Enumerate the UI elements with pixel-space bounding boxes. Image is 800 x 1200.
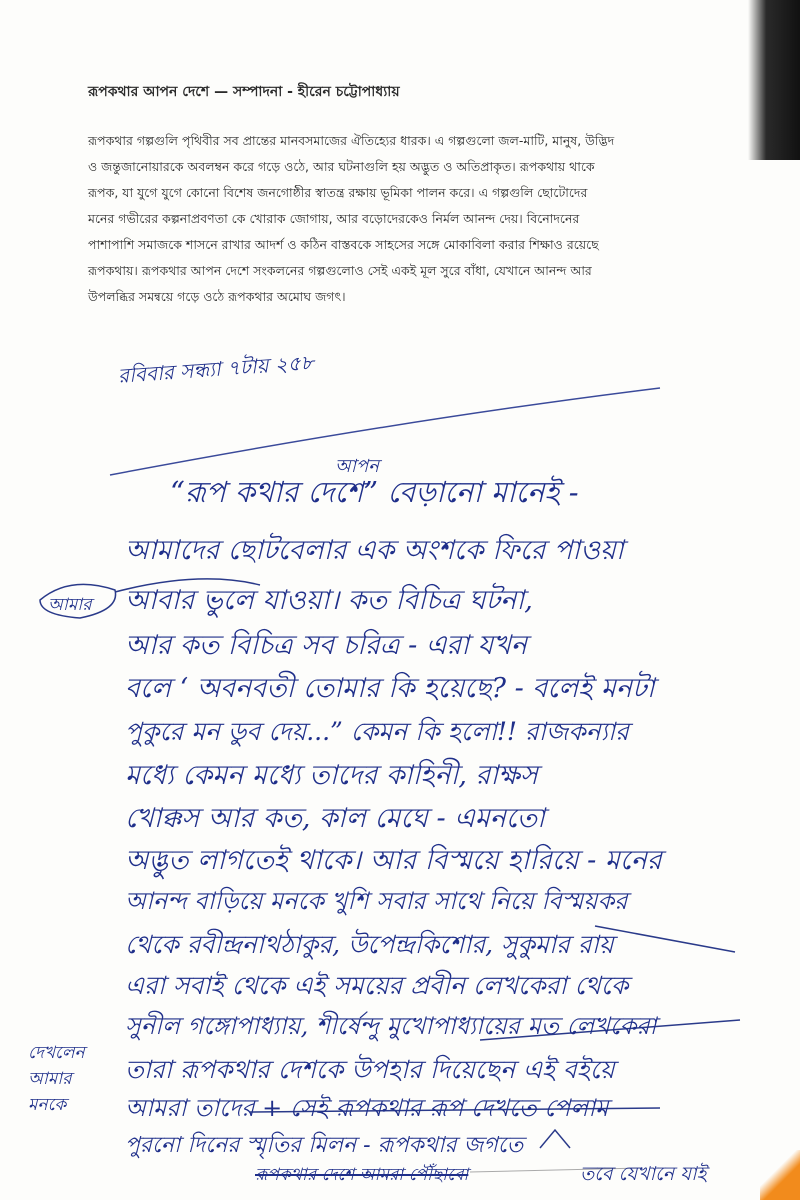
handwritten-line: তবে যেখানে যাই <box>580 1163 707 1185</box>
handwritten-annotation: রবিবার সন্ধ্যা ৭টায় ২৫৮ <box>117 350 315 388</box>
paragraph-line: ও জন্তুজানোয়ারকে অবলম্বন করে গড়ে ওঠে, আর ঘটনাগুলি হয় অদ্ভুত ও অতিপ্রাকৃত। রূপকথায় থাকে <box>88 159 595 174</box>
handwritten-line: তারা রূপকথার দেশকে উপহার দিয়েছেন এই বইয়ে <box>125 1055 615 1084</box>
handwritten-line: খোক্কস আর কত, কাল মেঘে - এমনতো <box>125 803 545 834</box>
handwritten-line: থেকে রবীন্দ্রনাথঠাকুর, উপেন্দ্রকিশোর, সুকুমার রায় <box>125 930 614 959</box>
paragraph-line: পাশাপাশি সমাজকে শাসনে রাখার আদর্শ ও কঠিন বাস্তবকে সাহসের সঙ্গে মোকাবিলা করার শিক্ষাও রয়েছে <box>88 237 599 252</box>
paragraph-line: উপলব্ধির সমন্বয়ে গড়ে ওঠে রূপকথার অমোঘ জগৎ। <box>88 289 346 304</box>
handwritten-line: সুনীল গঙ্গোপাধ্যায়, শীর্ষেন্দু মুখোপাধ্যায়ের মত লেখকেরা <box>125 1012 657 1040</box>
handwritten-line: অদ্ভুত লাগতেই থাকে। আর বিস্ময়ে হারিয়ে - মনের <box>125 845 662 876</box>
margin-note: আমার <box>48 595 92 615</box>
handwritten-line: আনন্দ বাড়িয়ে মনকে খুশি সবার সাথে নিয়ে বিস্ময়কর <box>125 887 628 915</box>
handwritten-line: “রূপ কথার দেশে” বেড়ানো মানেই - <box>170 475 579 509</box>
document-heading: রূপকথার আপন দেশে — সম্পাদনা - হীরেন চট্টোপাধ্যায় <box>88 84 400 100</box>
handwritten-line: আমাদের ছোটবেলার এক অংশকে ফিরে পাওয়া <box>125 535 624 566</box>
handwritten-line: আর কত বিচিত্র সব চরিত্র - এরা যখন <box>125 630 528 661</box>
paragraph-line: মনের গভীরের কল্পনাপ্রবণতা কে খোরাক জোগায়, আর বড়োদেরকেও নির্মল আনন্দ দেয়। বিনোদনের <box>88 211 580 226</box>
paragraph-line: রূপকথার গল্পগুলি পৃথিবীর সব প্রান্তের মানবসমাজের ঐতিহ্যের ধারক। এ গল্পগুলো জল-মাটি, মানুষ, উদ্ভিদ <box>88 133 615 148</box>
handwritten-line: এরা সবাই থেকে এই সময়ের প্রবীন লেখকেরা থেকে <box>125 971 629 1000</box>
paragraph-line: রূপকথায়। রূপকথার আপন দেশে সংকলনের গল্পগুলোও সেই একই মূল সুরে বাঁধা, যেখানে আনন্দ আর <box>88 263 592 278</box>
handwritten-line: মধ্যে কেমন মধ্যে তাদের কাহিনী, রাক্ষস <box>125 760 538 791</box>
handwritten-line: বলে ‘ অবনবতী তোমার কি হয়েছে? - বলেই মনটা <box>125 673 655 704</box>
handwritten-insertion: আপন <box>335 456 379 477</box>
handwritten-line-struck: রূপকথার দেশে আমরা পৌঁছাবো <box>255 1165 469 1185</box>
handwritten-line: পুকুরে মন ডুব দেয়...” কেমন কি হলো!! রাজকন্যার <box>125 717 629 746</box>
margin-note: দেখলেন আমার মনকে <box>28 1043 85 1115</box>
paragraph-line: রূপক, যা যুগে যুগে কোনো বিশেষ জনগোষ্ঠীর স্বাতন্ত্র রক্ষায় ভূমিকা পালন করে। এ গল্পগুলি ছোটোদের <box>88 185 588 200</box>
handwritten-line: পুরনো দিনের স্মৃতির মিলন - রূপকথার জগতে <box>125 1133 524 1158</box>
handwritten-line: আবার ভুলে যাওয়া। কত বিচিত্র ঘটনা, <box>125 585 533 616</box>
handwritten-line: আমরা তাদের + সেই রূপকথার রূপ দেখতে পেলাম <box>125 1094 609 1122</box>
